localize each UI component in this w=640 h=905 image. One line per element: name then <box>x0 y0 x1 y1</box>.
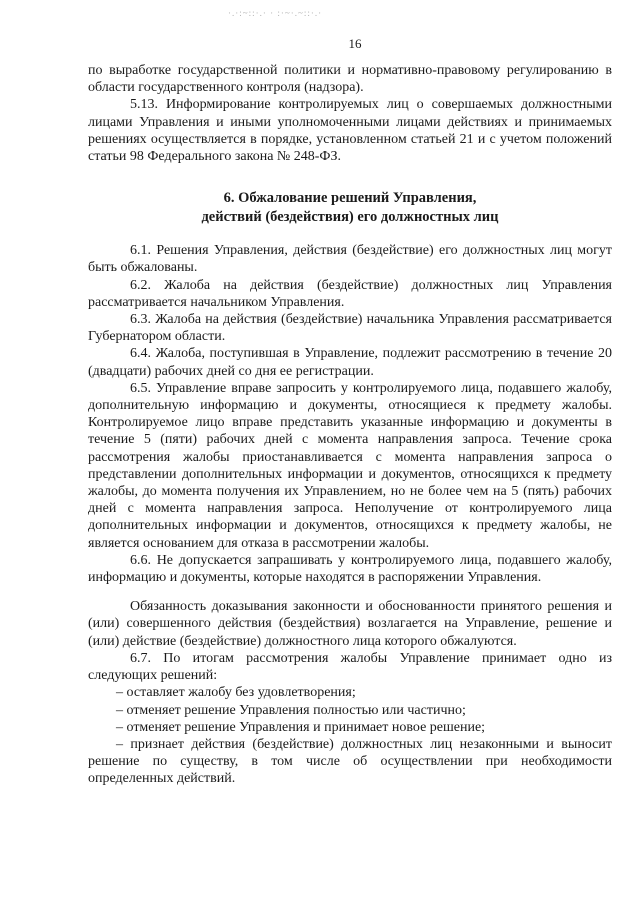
document-body <box>88 62 612 788</box>
list-item: – отменяет решение Управления полностью или частично; <box>116 702 466 718</box>
paragraph-6-3: 6.3. Жалоба на действия (бездействие) начальника Управления рассматривается Губернатором области. <box>88 312 612 345</box>
paragraph-6-7: 6.7. По итогам рассмотрения жалобы Управление принимает одно из следующих решений: <box>88 650 612 684</box>
paragraph-6-4: 6.4. Жалоба, поступившая в Управление, подлежит рассмотрению в течение 20 (двадцати) рабочих дней со дня ее регистрации. <box>88 346 612 379</box>
section-title-line-2: действий (бездействия) его должностных лиц <box>201 209 499 226</box>
list-item: – признает действия (бездействие) должностных лиц незаконными и выносит решение по существу, в том числе об осуществлении при необходимости определенных действий. <box>88 736 612 787</box>
paragraph-6-2: 6.2. Жалоба на действия (бездействие) должностных лиц Управления рассматривается начальником Управления. <box>88 277 612 310</box>
page-number: 16 <box>348 36 362 51</box>
section-6-heading <box>88 189 612 227</box>
list-item: – отменяет решение Управления и принимает новое решение; <box>116 719 486 735</box>
list-item: – оставляет жалобу без удовлетворения; <box>116 685 356 701</box>
paragraph-burden-of-proof: Обязанность доказывания законности и обоснованности принятого решения и (или) совершенного действия (бездействия) возлагается на Управление, решение и (или) действие (бездействие) должностного лица которого обжалуются. <box>88 599 612 649</box>
paragraph-6-6: 6.6. Не допускается запрашивать у контролируемого лица, подавшего жалобу, информацию и документы, которые находятся в распоряжении Управления. <box>88 552 612 586</box>
scan-artifact: ·.·:~::·.· · :·~·.~::·.· <box>228 8 323 18</box>
section-title-line-1: 6. Обжалование решений Управления, <box>223 190 477 207</box>
paragraph-continuation: по выработке государственной политики и нормативно-правовому регулированию в области государственного контроля (надзора). <box>88 63 612 96</box>
paragraph-6-1: 6.1. Решения Управления, действия (бездействие) его должностных лиц могут быть обжалованы. <box>88 243 612 276</box>
paragraph-5-13: 5.13. Информирование контролируемых лиц о совершаемых должностными лицами Управления и иными уполномоченными лицами действиях и принимаемых решениях осуществляется в порядке, установленном статьей 21 и с учетом положений статьи 98 Федерального закона № 248-ФЗ. <box>88 97 612 165</box>
paragraph-6-5: 6.5. Управление вправе запросить у контролируемого лица, подавшего жалобу, дополнительную информацию и документы, относящиеся к предмету жалобы. Контролируемое лицо вправе представить указанные информацию и документы в течение 5 (пяти) рабочих дней с момента направления запроса. Течение срока рассмотрения жалобы приостанавливается с момента направления запроса о представлении дополнительных информации и документов, относящихся к предмету жалобы, до момента получения их Управлением, но не более чем на 5 (пять) рабочих дней с момента направления запроса. Неполучение от контролируемого лица дополнительных информации и документов, относящихся к предмету жалобы, не является основанием для отказа в рассмотрении жалобы. <box>88 380 612 551</box>
